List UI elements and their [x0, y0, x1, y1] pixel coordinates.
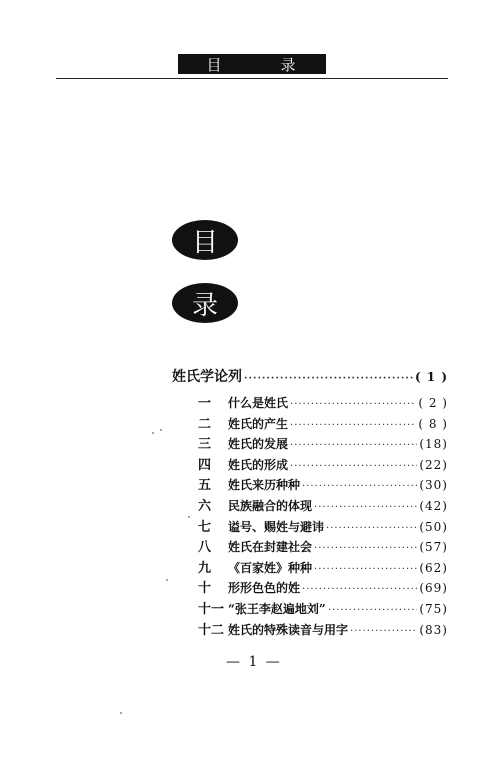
chapter-number: 二: [198, 416, 212, 432]
scan-speck: [152, 432, 154, 434]
header-char-2: 录: [280, 55, 298, 74]
toc-entry[interactable]: [198, 413, 448, 434]
toc-main-title: 姓氏学论列: [172, 369, 242, 385]
dot-leader: [328, 605, 418, 616]
chapter-title: 形形色色的姓: [228, 581, 301, 596]
chapter-number: 八: [198, 540, 212, 556]
toc-entry[interactable]: [198, 392, 448, 413]
dot-leader: [314, 502, 417, 513]
page-ref: (69): [419, 581, 448, 596]
footer-page-number: — 1 —: [226, 654, 282, 670]
chapter-title: 姓氏的特殊读音与用字: [228, 622, 349, 637]
emblem-char-1: 目: [191, 227, 218, 258]
toc-list: [198, 392, 448, 639]
toc-entry[interactable]: [198, 536, 448, 557]
chapter-title: 民族融合的体现: [228, 498, 313, 513]
chapter-number: 九: [198, 560, 212, 576]
page-ref: (22): [419, 457, 448, 472]
chapter-number: 十一: [198, 601, 225, 617]
dot-leader: [302, 584, 417, 595]
chapter-number: 五: [198, 478, 212, 494]
page-ref: (42): [419, 498, 448, 513]
scan-speck: [160, 429, 162, 431]
toc-entry[interactable]: [198, 619, 448, 640]
chapter-title: 姓氏来历种种: [228, 478, 301, 493]
toc-entry[interactable]: [198, 598, 448, 619]
chapter-title: 谥号、赐姓与避讳: [228, 519, 325, 534]
dot-leader: [314, 543, 417, 554]
header-char-1: 目: [206, 55, 224, 74]
chapter-title: “张王李赵遍地刘”: [228, 601, 326, 616]
emblem-oval-2: [172, 283, 238, 323]
chapter-number: 四: [198, 457, 212, 473]
toc-main-entry[interactable]: [172, 366, 448, 386]
scan-speck: [188, 516, 190, 518]
toc-entry[interactable]: [198, 495, 448, 516]
page-ref: ( 8 ): [418, 416, 448, 431]
scan-speck: [166, 579, 168, 581]
dot-leader: [350, 626, 417, 637]
emblem-oval-1: [172, 220, 238, 260]
toc-entry[interactable]: [198, 577, 448, 598]
chapter-number: 十二: [198, 622, 225, 638]
chapter-title: 姓氏的发展: [228, 437, 289, 452]
toc-entry[interactable]: [198, 516, 448, 537]
chapter-title: 《百家姓》种种: [228, 560, 313, 575]
chapter-number: 七: [198, 519, 212, 535]
page-ref: (18): [419, 437, 448, 452]
chapter-number: 一: [198, 396, 212, 411]
chapter-title: 姓氏的形成: [228, 457, 289, 472]
page-ref: (75): [419, 601, 448, 616]
toc-entry[interactable]: [198, 454, 448, 475]
toc-entry[interactable]: [198, 433, 448, 454]
chapter-title: 什么是姓氏: [228, 396, 289, 410]
chapter-title: 姓氏的产生: [228, 416, 289, 431]
page-ref: (57): [419, 540, 448, 555]
header-divider: [56, 78, 448, 79]
chapter-title: 姓氏在封建社会: [228, 540, 313, 555]
page-ref: (50): [419, 519, 448, 534]
page-ref: (30): [419, 478, 448, 493]
header-title-bar: [178, 54, 326, 74]
dot-leader: [314, 564, 417, 575]
chapter-number: 十: [198, 581, 212, 597]
toc-entry[interactable]: [198, 474, 448, 495]
dot-leader: [302, 481, 417, 492]
dot-leader: [244, 373, 413, 384]
dot-leader: [290, 440, 417, 451]
emblem-char-2: 录: [191, 290, 218, 321]
toc-entry[interactable]: [198, 557, 448, 578]
page-ref: (83): [419, 622, 448, 637]
page-ref: (62): [419, 560, 448, 575]
chapter-number: 三: [198, 437, 212, 453]
dot-leader: [290, 420, 416, 431]
toc-main-page: ( 1 ): [414, 370, 448, 384]
dot-leader: [326, 523, 417, 534]
dot-leader: [290, 399, 416, 410]
scan-speck: [120, 712, 122, 714]
page-ref: ( 2 ): [418, 396, 448, 410]
chapter-number: 六: [198, 498, 212, 514]
dot-leader: [290, 461, 417, 472]
